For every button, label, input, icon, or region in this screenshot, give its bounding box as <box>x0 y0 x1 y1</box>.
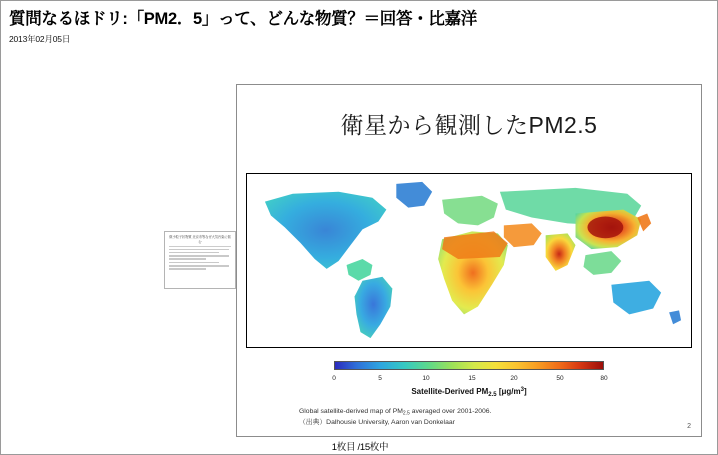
thumbnail-text-line <box>169 258 206 260</box>
slide-viewer[interactable] <box>236 84 702 437</box>
figure-caption <box>299 407 629 429</box>
colorbar-tick: 0 <box>332 375 336 382</box>
thumbnail-text-line <box>169 249 229 251</box>
article-header <box>9 9 709 45</box>
slide-number: 2 <box>687 423 691 430</box>
colorbar-units: μg/m <box>501 387 521 396</box>
colorbar-label-subscript: 2.5 <box>488 392 497 398</box>
colorbar-label-main: Satellite-Derived PM <box>411 387 489 396</box>
colorbar-tick: 5 <box>378 375 382 382</box>
slide-title: 衛星から観測したPM2.5 <box>340 112 598 138</box>
thumbnail-text-line <box>169 255 229 257</box>
previous-slide-thumbnail[interactable] <box>164 231 236 289</box>
colorbar-tick: 15 <box>468 375 476 382</box>
page-title: 質問なるほドリ:「PM2．5」って、どんな物質？＝回答・比嘉洋 <box>9 10 477 28</box>
colorbar-ticks <box>329 375 609 385</box>
caption-line-1 <box>299 407 629 418</box>
thumbnail-text-line <box>169 262 219 264</box>
colorbar-units-close: ] <box>523 387 527 396</box>
colorbar-units-superscript: 3 <box>520 387 524 393</box>
thumbnail-text-line <box>169 265 229 267</box>
thumbnail-text-line <box>169 268 206 270</box>
colorbar-legend <box>237 357 701 398</box>
colorbar-gradient <box>334 361 604 370</box>
thumbnail-title: 微小粒子状物質 北京市等なぜ大気汚染に悩む <box>169 235 231 247</box>
colorbar-tick: 10 <box>422 375 430 382</box>
colorbar-tick: 50 <box>556 375 564 382</box>
colorbar-units-open: [ <box>496 387 502 396</box>
caption-line-2: （出典）Dalhousie University, Aaron van Donkelaar <box>299 419 455 427</box>
thumbnail-text-line <box>169 252 219 254</box>
colorbar-tick: 80 <box>600 375 608 382</box>
caption-line-1-sub: 2.5 <box>402 410 410 417</box>
region-china-hotspot <box>587 217 623 239</box>
article-date: 2013年02月05日 <box>9 33 71 44</box>
world-map-figure <box>246 173 692 348</box>
colorbar-label <box>237 387 701 398</box>
caption-line-1-a: Global satellite-derived map of PM <box>299 408 403 415</box>
caption-line-1-b: averaged over 2001-2006. <box>409 408 492 415</box>
colorbar-tick: 20 <box>510 375 518 382</box>
world-map-svg <box>247 174 691 347</box>
page-counter: 1枚目 /15枚中 <box>331 442 389 453</box>
